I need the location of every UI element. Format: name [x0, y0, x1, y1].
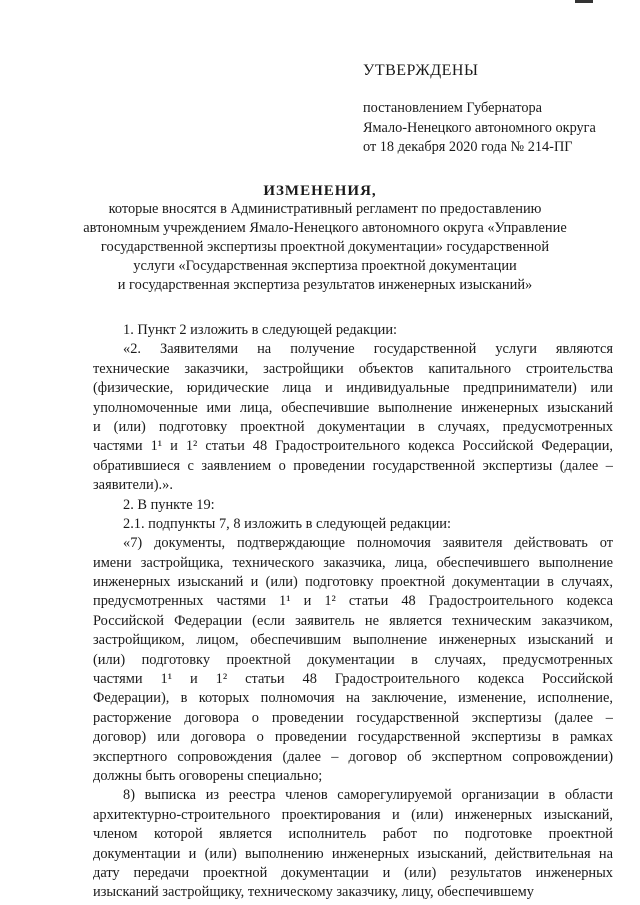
- text-line: должны быть оговорены специально;: [93, 767, 323, 784]
- text-line: заявители).».: [93, 477, 173, 494]
- decree-line: постановлением Губернатора: [363, 100, 542, 116]
- text-line: расторжение договора о проведении государственной экспертизы (далее –: [93, 709, 613, 726]
- paragraph-heading: 2. В пункте 19:: [123, 496, 215, 513]
- document-subtitle: [60, 200, 590, 295]
- subtitle-line: услуги «Государственная экспертиза проектной документации: [133, 258, 517, 274]
- approval-stamp-title: УТВЕРЖДЕНЫ: [363, 62, 479, 79]
- text-line: обратившиеся с заявлением о проведении государственной экспертизы (далее –: [93, 457, 613, 474]
- text-line: и (или) подготовку проектной документации в случаях, предусмотренных: [93, 418, 613, 435]
- text-line: застройщиком, лицом, обеспечившим выполнение инженерных изысканий и: [93, 632, 613, 649]
- text-line: членом которой является исполнитель работ по подготовке проектной: [93, 826, 613, 843]
- decree-line: Ямало-Ненецкого автономного округа: [363, 119, 596, 136]
- text-line: документации и (или) выполнению инженерных изысканий, действительная на: [93, 845, 613, 862]
- text-line: (или) подготовку проектной документации в случаях, предусмотренных: [93, 651, 613, 668]
- text-line: архитектурно-строительного проектирования и (или) инженерных изысканий,: [93, 806, 613, 823]
- text-line: уполномоченные ими лица, обеспечившие выполнение инженерных изысканий: [93, 399, 613, 416]
- text-line: экспертного сопровождения (далее – договор об экспертном сопровождении): [93, 748, 613, 765]
- subparagraph-8: [93, 786, 613, 902]
- subtitle-line: государственной экспертизы проектной документации» государственной: [100, 239, 550, 255]
- text-line: инженерных изысканий и (или) подготовку проектной документации в случаях,: [93, 574, 613, 591]
- paragraph-heading: 2.1. подпункты 7, 8 изложить в следующей редакции:: [123, 515, 452, 532]
- document-body: [93, 321, 613, 903]
- document-title: ИЗМЕНЕНИЯ,: [263, 183, 377, 199]
- text-line: договор) или договора о проведении государственной экспертизы в рамках: [93, 729, 613, 746]
- decree-line: от 18 декабря 2020 года № 214-ПГ: [363, 139, 573, 155]
- paragraph-1: [93, 340, 613, 495]
- text-line: частями 1¹ и 1² статьи 48 Градостроительного кодекса Российской: [93, 671, 613, 688]
- page-edge-mark: [575, 0, 593, 3]
- text-line: частями 1¹ и 1² статьи 48 Градостроительного кодекса Российской Федерации,: [93, 438, 613, 455]
- subtitle-line: и государственная экспертиза результатов инженерных изысканий»: [117, 277, 533, 293]
- subtitle-line: которые вносятся в Административный регламент по предоставлению: [108, 201, 542, 217]
- text-line: «2. Заявителями на получение государственной услуги являются: [123, 341, 613, 358]
- subparagraph-7: [93, 534, 613, 786]
- text-line: дату передачи проектной документации и (или) результатов инженерных: [93, 864, 613, 881]
- text-line: Федерации), в которых полномочия на заключение, изменение, исполнение,: [93, 690, 613, 707]
- text-line: 8) выписка из реестра членов саморегулируемой организации в области: [123, 787, 613, 804]
- text-line: предусмотренных частями 1¹ и 1² статьи 48 Градостроительного кодекса: [93, 593, 613, 610]
- subtitle-line: автономным учреждением Ямало-Ненецкого автономного округа «Управление: [83, 220, 567, 236]
- paragraph-heading: 1. Пункт 2 изложить в следующей редакции:: [123, 322, 398, 338]
- decree-reference: [363, 99, 596, 158]
- text-line: «7) документы, подтверждающие полномочия заявителя действовать от: [123, 535, 613, 552]
- text-line: имени застройщика, технического заказчика, лица, обеспечившего выполнение: [93, 554, 613, 571]
- text-line: изысканий застройщику, техническому заказчику, лицу, обеспечившему: [93, 884, 534, 901]
- text-line: технические заказчики, застройщики объектов капитального строительства: [93, 360, 613, 377]
- text-line: (физические, юридические лица и индивидуальные предприниматели) или: [93, 380, 613, 397]
- text-line: Российской Федерации (если заявитель не является техническим заказчиком,: [93, 612, 613, 629]
